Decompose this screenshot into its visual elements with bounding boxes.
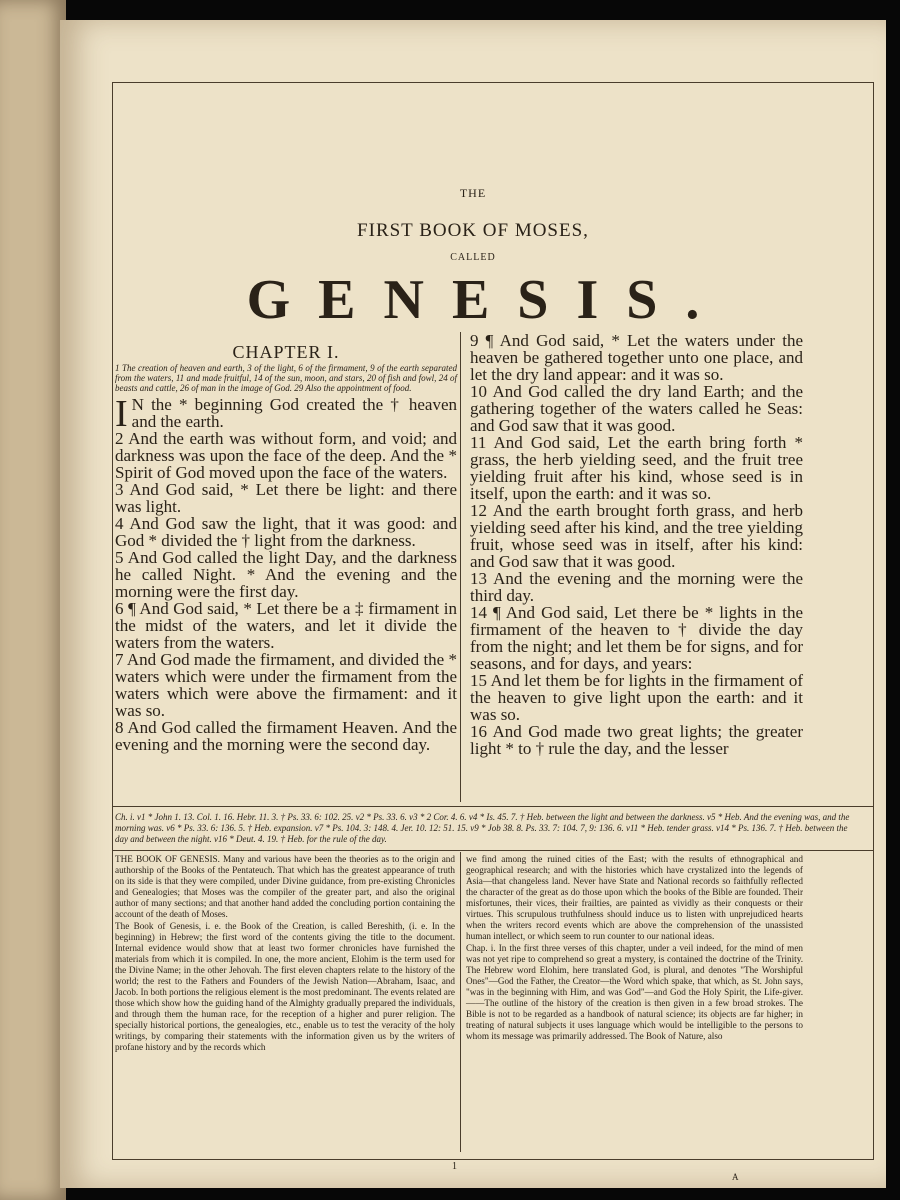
commentary-top-rule <box>112 850 874 851</box>
title-the: THE <box>459 186 487 200</box>
commentary-right <box>466 854 803 1043</box>
verse-16: 16 And God made two great lights; the greater light * to † rule the day, and the lesser <box>470 722 803 758</box>
verse-6: 6 ¶ And God said, * Let there be a ‡ firmament in the midst of the waters, and let it divide the waters from the waters. <box>115 599 457 652</box>
verse-8: 8 And God called the firmament Heaven. And the evening and the morning were the second day. <box>115 718 457 754</box>
commentary-paragraph: we find among the ruined cities of the East; with the results of ethnographical and geographical research; and with the histories which have crystalized into the legends of Asia—that changeless land. Never have State and National records so faithfully reflected the character of the great as do those upon which the books of the Bible are founded. Their misfortunes, their vices, their frailties, are painted as vividly as their conquests or their virtues. This scrupulous truthfulness should induce us to listen with unprejudiced hearts when the writers record events which are above the comprehension of the unassisted human intellect, or which seem to run counter to our national ideas. <box>466 854 803 941</box>
verse-2: 2 And the earth was without form, and void; and darkness was upon the face of the deep. And the * Spirit of God moved upon the face of the waters. <box>115 429 457 482</box>
commentary-divider <box>460 852 461 1152</box>
title-called: CALLED <box>450 252 496 263</box>
title-first-book: FIRST BOOK OF MOSES, <box>357 220 589 241</box>
verse-11: 11 And God said, Let the earth bring forth * grass, the herb yielding seed, and the fruit tree yielding fruit after his kind, whose seed is in itself, upon the earth: and it was so. <box>470 433 803 503</box>
verse-1-text: N the * beginning God created the † heaven and the earth. <box>131 395 457 431</box>
verse-9: 9 ¶ And God said, * Let the waters under the heaven be gathered together unto one place, and let the dry land appear: and it was so. <box>470 331 803 384</box>
verse-5: 5 And God called the light Day, and the darkness he called Night. * And the evening and the morning were the first day. <box>115 548 457 601</box>
drop-cap: I <box>115 393 128 435</box>
verses-right-column <box>470 332 803 757</box>
commentary-paragraph: THE BOOK OF GENESIS. Many and various have been the theories as to the origin and authorship of the Books of the Pentateuch. That which has the greatest appearance of truth on its side is that they were compiled, under Divine guidance, from pre-existing Chronicles and Genealogies; that Moses was the compiler of the greater part, and also the original author of many sections; and that another hand added the concluding portion containing the account of the death of Moses. <box>115 854 455 919</box>
verse-12: 12 And the earth brought forth grass, and herb yielding seed after his kind, and the tree yielding fruit, whose seed was in itself, after his kind: and God saw that it was good. <box>470 501 803 571</box>
title-genesis: GENESIS. <box>246 269 728 331</box>
verse-7: 7 And God made the firmament, and divided the * waters which were under the firmament from the waters which were above the firmament: and it was so. <box>115 650 457 720</box>
page-number: 1 <box>452 1161 457 1172</box>
facing-page-edge <box>0 0 66 1200</box>
verse-10: 10 And God called the dry land Earth; and the gathering together of the waters called he Seas: and God saw that it was good. <box>470 382 803 435</box>
cross-references: Ch. i. v1 * John 1. 13. Col. 1. 16. Hebr. 11. 3. † Ps. 33. 6: 102. 25. v2 * Ps. 33. 6. v3 * 2 Cor. 4. 6. v4 * Is. 45. 7. † Heb. between the light and between the darkness. v5 * Heb. And the evening was, and the morning was. v6 * Ps. 33. 6: 136. 5. † Heb. expansion. v7 * Ps. 104. 3: 148. 4. Jer. 10. 12: 51. 15. v9 * Job 38. 8. Ps. 33. 7: 104. 7, 9: 136. 6. v11 * Heb. tender grass. v14 * Ps. 136. 7. † Heb. between the day and between the night. v16 * Deut. 4. 19. † Heb. for the rule of the day. <box>115 812 850 844</box>
references-top-rule <box>112 806 874 807</box>
commentary-paragraph: Chap. i. In the first three verses of this chapter, under a veil indeed, for the mind of men was not yet ripe to comprehend so great a mystery, is contained the doctrine of the Trinity. The Hebrew word Elohim, here translated God, is plural, and denotes "The Worshipful Ones"—God the Father, the Creator—the Word which spake, that which, as St. John says, "was in the beginning with Him, and was God"—and God the Holy Spirit, the Life-giver.——The outline of the history of the creation is then given in a few broad strokes. The Bible is not to be regarded as a handbook of natural science; its objects are far higher; in treating of natural subjects it uses language which would be intelligible to the persons to whom its message was primarily addressed. The Book of Nature, also <box>466 943 803 1041</box>
verse-3: 3 And God said, * Let there be light: and there was light. <box>115 480 457 516</box>
signature-mark: A <box>732 1172 739 1182</box>
verse-1 <box>115 393 457 435</box>
verse-4: 4 And God saw the light, that it was good: and God * divided the † light from the darkness. <box>115 514 457 550</box>
bible-page <box>60 20 886 1188</box>
verse-14: 14 ¶ And God said, Let there be * lights in the firmament of the heaven to † divide the day from the night; and let them be for signs, and for seasons, and for days, and years: <box>470 603 803 673</box>
verses-left-column <box>115 344 457 753</box>
chapter-heading: CHAPTER I. <box>232 342 340 362</box>
verse-15: 15 And let them be for lights in the firmament of the heaven to give light upon the earth: and it was so. <box>470 671 803 724</box>
commentary-paragraph: The Book of Genesis, i. e. the Book of the Creation, is called Bereshith, (i. e. In the beginning) in Hebrew; the first word of the contents giving the title to the document. Internal evidence would show that at least two former chronicles have furnished the materials from which it is compiled. In one, the more ancient, Elohim is the term used for the Divine Name; in the other Jehovah. The first eleven chapters relate to the history of the world; the rest to the Fathers and Founders of the Jewish Nation—Abraham, Isaac, and Jacob. In both portions the religious element is the most predominant. The events related are those which show how the guiding hand of the Almighty gradually prepared the individuals, and through them the human race, for the reception of a higher and purer religion. The specially historical portions, the genealogies, etc., enable us to test the veracity of the holy writings, by comparing their statements with the information given us by the writers of profane history and by the records which <box>115 921 455 1052</box>
commentary-left <box>115 854 455 1054</box>
chapter-summary: 1 The creation of heaven and earth, 3 of the light, 6 of the firmament, 9 of the earth separated from the waters, 11 and made fruitful, 14 of the sun, moon, and stars, 20 of fish and fowl, 24 of beasts and cattle, 26 of man in the image of God. 29 Also the appointment of food. <box>115 363 457 393</box>
verse-13: 13 And the evening and the morning were the third day. <box>470 569 803 605</box>
column-divider <box>460 332 461 802</box>
